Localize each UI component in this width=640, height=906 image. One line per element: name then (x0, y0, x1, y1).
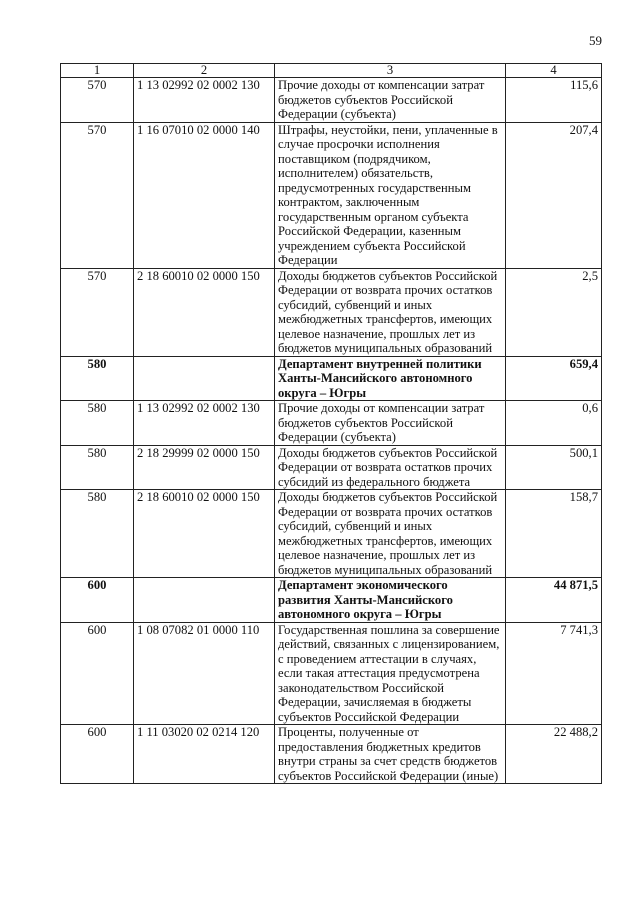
revenue-name-cell: Штрафы, неустойки, пени, уплаченные в случае просрочки исполнения поставщиком (подрядчиком, исполнителем) обязательств, предусмотренных государственным контрактом, заключенным государственным органом субъекта Российской Федерации, казенным учреждением субъекта Российской Федерации (275, 122, 506, 268)
admin-code-cell: 570 (61, 268, 134, 356)
admin-code-cell: 600 (61, 622, 134, 725)
revenue-name-cell: Доходы бюджетов субъектов Российской Федерации от возврата остатков прочих субсидий из федерального бюджета (275, 445, 506, 490)
admin-code-cell: 600 (61, 725, 134, 784)
revenue-name-cell: Проценты, полученные от предоставления бюджетных кредитов внутри страны за счет средств бюджетов субъектов Российской Федерации (иные) (275, 725, 506, 784)
table-row (61, 490, 602, 578)
revenue-code-cell: 2 18 60010 02 0000 150 (134, 490, 275, 578)
amount-cell: 2,5 (506, 268, 602, 356)
table-row (61, 445, 602, 490)
amount-cell: 7 741,3 (506, 622, 602, 725)
admin-code-cell: 580 (61, 490, 134, 578)
revenue-name-cell: Государственная пошлина за совершение действий, связанных с лицензированием, с проведением аттестации в случаях, если такая аттестация предусмотрена законодательством Российской Федерации, зачисляемая в бюджеты субъектов Российской Федерации (275, 622, 506, 725)
revenue-code-cell: 2 18 60010 02 0000 150 (134, 268, 275, 356)
header-col-4: 4 (506, 64, 602, 78)
revenue-name-cell: Департамент экономического развития Ханты-Мансийского автономного округа – Югры (275, 578, 506, 623)
table-body (61, 78, 602, 784)
table-row (61, 725, 602, 784)
table-row (61, 122, 602, 268)
table-row-department (61, 578, 602, 623)
revenue-name-cell: Доходы бюджетов субъектов Российской Федерации от возврата прочих остатков субсидий, субвенций и иных межбюджетных трансфертов, имеющих целевое назначение, прошлых лет из бюджетов муниципальных образований (275, 490, 506, 578)
revenue-code-cell: 1 16 07010 02 0000 140 (134, 122, 275, 268)
table-row (61, 622, 602, 725)
amount-cell: 22 488,2 (506, 725, 602, 784)
amount-cell: 158,7 (506, 490, 602, 578)
revenue-name-cell: Департамент внутренней политики Ханты-Мансийского автономного округа – Югры (275, 356, 506, 401)
amount-cell: 44 871,5 (506, 578, 602, 623)
amount-cell: 659,4 (506, 356, 602, 401)
table-row (61, 268, 602, 356)
revenue-code-cell: 1 11 03020 02 0214 120 (134, 725, 275, 784)
revenue-code-cell: 1 13 02992 02 0002 130 (134, 78, 275, 123)
table-row (61, 401, 602, 446)
revenue-code-cell: 1 13 02992 02 0002 130 (134, 401, 275, 446)
amount-cell: 0,6 (506, 401, 602, 446)
table-row (61, 78, 602, 123)
admin-code-cell: 580 (61, 356, 134, 401)
revenue-name-cell: Прочие доходы от компенсации затрат бюджетов субъектов Российской Федерации (субъекта) (275, 401, 506, 446)
revenue-name-cell: Доходы бюджетов субъектов Российской Федерации от возврата прочих остатков субсидий, субвенций и иных межбюджетных трансфертов, имеющих целевое назначение, прошлых лет из бюджетов муниципальных образований (275, 268, 506, 356)
admin-code-cell: 600 (61, 578, 134, 623)
admin-code-cell: 580 (61, 401, 134, 446)
revenue-table (60, 63, 602, 784)
table-row-department (61, 356, 602, 401)
revenue-code-cell: 2 18 29999 02 0000 150 (134, 445, 275, 490)
admin-code-cell: 570 (61, 78, 134, 123)
amount-cell: 500,1 (506, 445, 602, 490)
revenue-code-cell (134, 578, 275, 623)
header-col-1: 1 (61, 64, 134, 78)
header-col-3: 3 (275, 64, 506, 78)
admin-code-cell: 570 (61, 122, 134, 268)
revenue-code-cell: 1 08 07082 01 0000 110 (134, 622, 275, 725)
header-row (61, 64, 602, 78)
revenue-code-cell (134, 356, 275, 401)
amount-cell: 115,6 (506, 78, 602, 123)
amount-cell: 207,4 (506, 122, 602, 268)
revenue-name-cell: Прочие доходы от компенсации затрат бюджетов субъектов Российской Федерации (субъекта) (275, 78, 506, 123)
header-col-2: 2 (134, 64, 275, 78)
admin-code-cell: 580 (61, 445, 134, 490)
page-number: 59 (589, 33, 602, 48)
